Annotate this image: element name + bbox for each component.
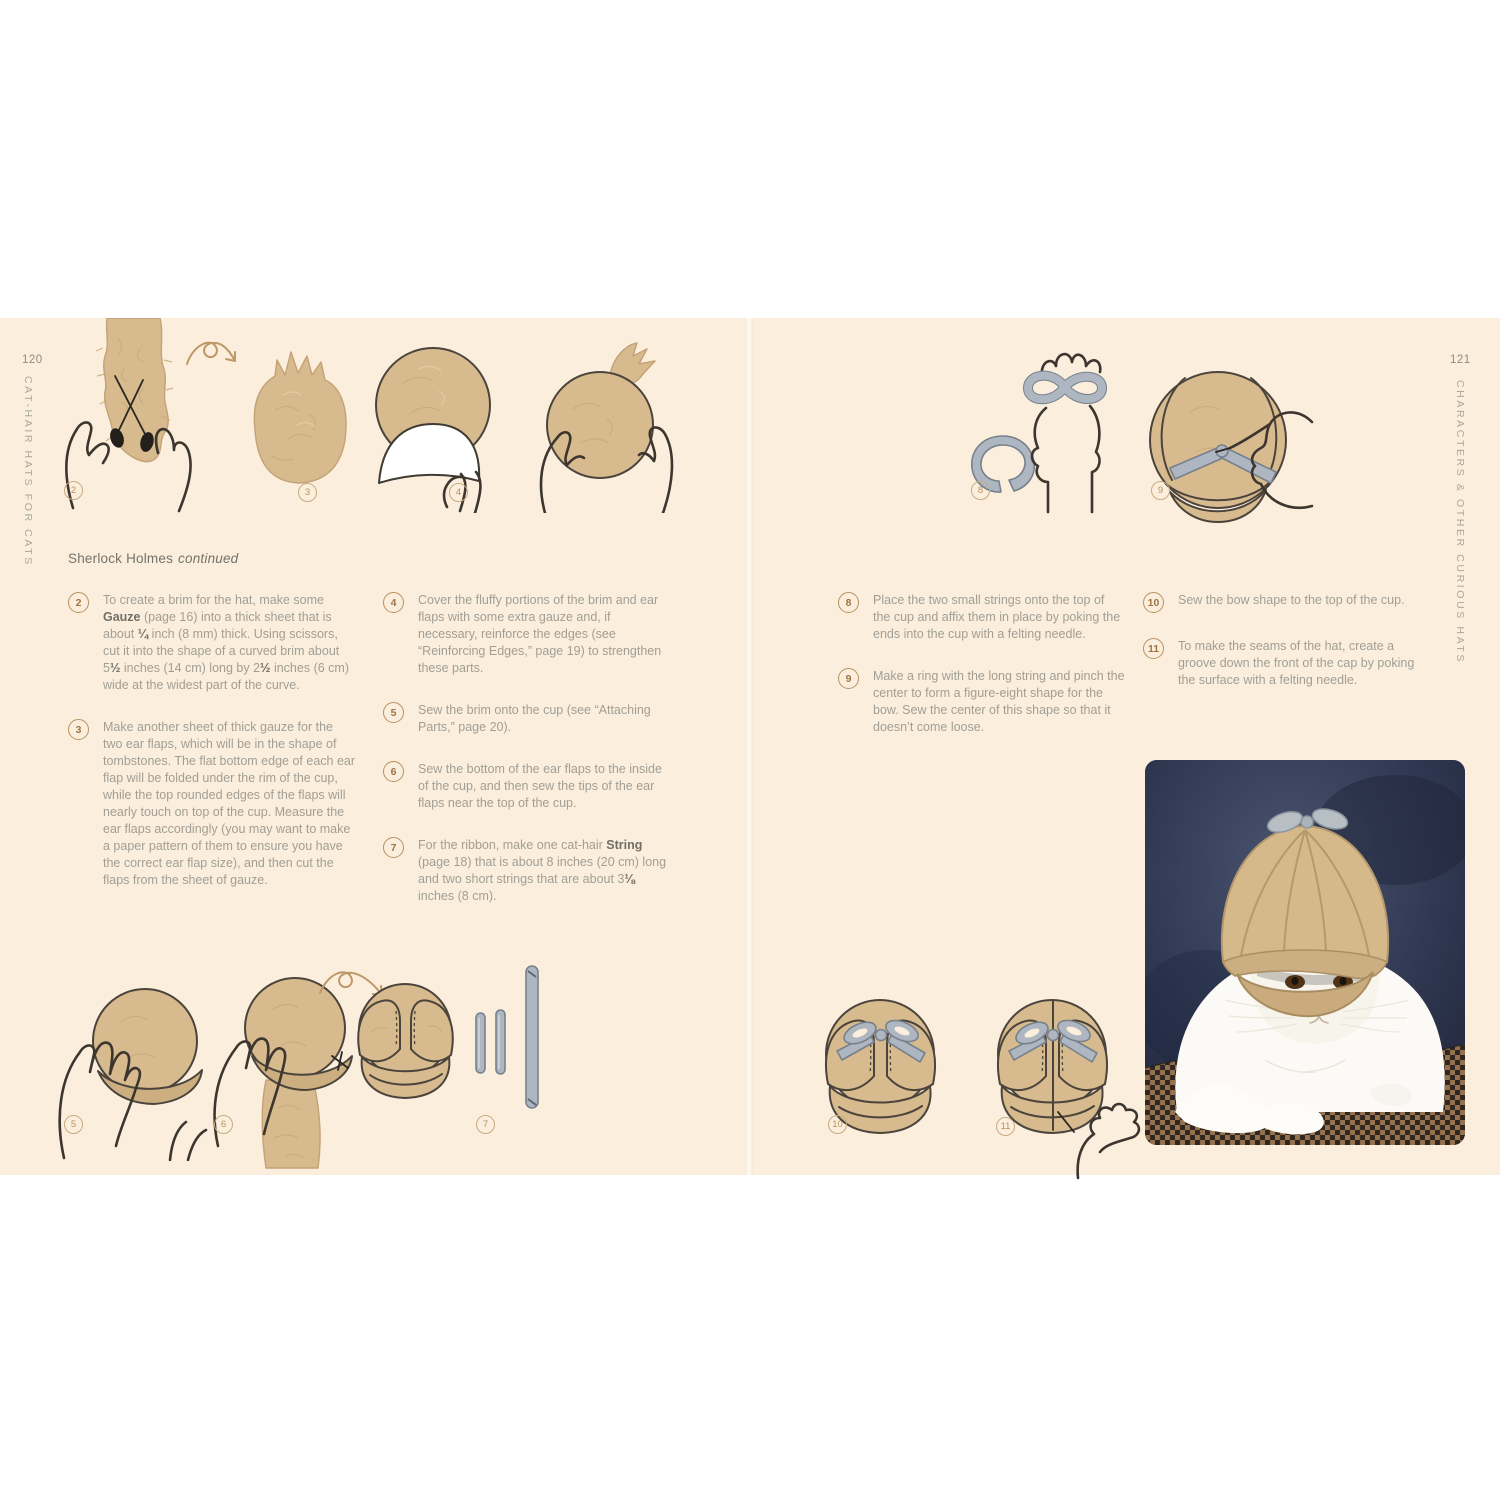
needle-felting-seam-illustration [982,990,1147,1180]
step-7 [383,837,688,905]
page-gutter [745,318,753,1175]
left-column-2 [383,592,688,930]
figure-number-3: 3 [298,483,317,502]
figure-number-10: 10 [828,1115,847,1134]
step-2-text: To create a brim for the hat, make some Gauze (page 16) into a thick sheet that is about ¼ inch (8 mm) thick. Using scissors, cut it into the shape of a curved brim about 5½ inches (14 cm) long by 2½ inches (6 cm) wide at the widest part of the curve. [103,593,349,692]
cap-with-ear-flaps-illustration [348,975,463,1110]
figure-number-6: 6 [214,1115,233,1134]
step-8-text: Place the two small strings onto the top of the cup and affix them in place by poking the ends into the cup with a felting needle. [873,593,1121,641]
figure-number-9: 9 [1151,481,1170,500]
step-4-number: 4 [383,592,404,613]
cat-wearing-hat-photo [1145,760,1465,1145]
fur-patch-illustration [235,330,365,505]
figure-number-4: 4 [449,483,468,502]
heading-title: Sherlock Holmes [68,551,174,566]
book-spread [0,318,1500,1175]
step-9 [838,668,1143,736]
running-head-right: CHARACTERS & OTHER CURIOUS HATS [1454,380,1466,665]
step-10-text: Sew the bow shape to the top of the cup. [1178,593,1405,607]
figure-number-11: 11 [996,1117,1015,1136]
step-2-number: 2 [68,592,89,613]
gauze-ball-with-paper-brim-illustration [355,333,520,513]
cutting-fur-illustration [55,318,255,513]
page-number-right: 121 [1450,354,1471,366]
step-11-text: To make the seams of the hat, create a groove down the front of the cap by poking the surface with a felting needle. [1178,639,1415,687]
step-11-number: 11 [1143,638,1164,659]
step-5-text: Sew the brim onto the cup (see “Attaching Parts,” page 20). [418,703,651,734]
step-11 [1143,638,1448,689]
figure-number-8: 8 [971,481,990,500]
figure-number-7: 7 [476,1115,495,1134]
step-6-number: 6 [383,761,404,782]
step-6 [383,761,688,812]
section-heading [68,551,238,566]
step-5-number: 5 [383,702,404,723]
left-column-1 [68,592,373,914]
strings-on-cup-illustration [1130,352,1315,534]
step-7-text: For the ribbon, make one cat-hair String (page 18) that is about 8 inches (20 cm) long and two short strings that are about 3⅛ inches (8 cm). [418,838,667,903]
step-8-number: 8 [838,592,859,613]
figure-number-5: 5 [64,1115,83,1134]
step-2 [68,592,373,694]
step-3-text: Make another sheet of thick gauze for the two ear flaps, which will be in the shape of tombstones. The flat bottom edge of each ear flap will be folded under the rim of the cup, while the top rounded edges of the flaps will nearly touch on top of the cup. Measure the ear flaps accordingly (you may want to make a paper pattern of them to ensure you have the correct ear flap size), and then cut the flaps from the sheet of gauze. [103,720,356,887]
step-7-number: 7 [383,837,404,858]
step-9-number: 9 [838,668,859,689]
step-4 [383,592,688,677]
step-3-number: 3 [68,719,89,740]
three-strings-illustration [470,963,555,1115]
step-3 [68,719,373,889]
heading-continued: continued [178,551,239,566]
figure-eight-bow-in-hand-illustration [1002,346,1132,514]
right-column-1 [838,592,1143,761]
step-8 [838,592,1143,643]
step-9-text: Make a ring with the long string and pinch the center to form a figure-eight shape for the bow. Sew the center of this shape so that it doesn’t come loose. [873,669,1125,734]
shaping-cup-illustration [515,333,690,513]
step-10-number: 10 [1143,592,1164,613]
running-head-left: CAT-HAIR HATS FOR CATS [22,376,34,567]
page-number-left: 120 [22,354,43,366]
step-6-text: Sew the bottom of the ear flaps to the inside of the cup, and then sew the tips of the ear flaps near the top of the cup. [418,762,662,810]
step-10 [1143,592,1448,613]
step-5 [383,702,688,736]
figure-number-2: 2 [64,481,83,500]
step-4-text: Cover the fluffy portions of the brim and ear flaps with some extra gauze and, if necessary, reinforce the edges (see “Reinforcing Edges,” page 19) to strengthen these parts. [418,593,662,675]
right-column-2 [1143,592,1448,714]
